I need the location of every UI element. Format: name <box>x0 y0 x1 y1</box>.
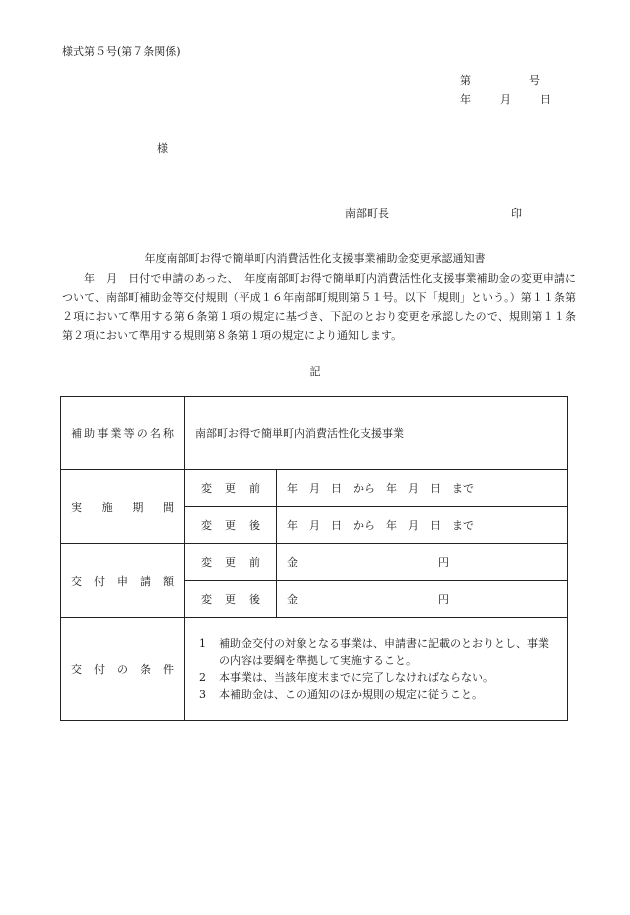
project-name-row <box>61 397 568 470</box>
document-title: 年度南部町お得で簡単町内消費活性化支援事業補助金変更承認通知書 <box>144 252 486 265</box>
approval-details-table <box>60 396 568 721</box>
addressee: 様 <box>157 142 168 155</box>
issue-number-suffix: 号 <box>529 74 540 87</box>
issue-date-day: 日 <box>540 93 551 106</box>
issue-date-year: 年 <box>460 93 471 106</box>
amount-after-prefix: 金 <box>287 593 298 606</box>
amount-label: 交付申請額 <box>61 544 185 618</box>
condition-item <box>199 686 555 703</box>
amount-before-value <box>277 544 568 581</box>
period-before-label: 変更前 <box>185 470 277 507</box>
period-after-value: 年 月 日 から 年 月 日 まで <box>277 507 568 544</box>
ki-heading: 記 <box>309 365 321 378</box>
conditions-value <box>185 618 568 721</box>
period-before-value: 年 月 日 から 年 月 日 まで <box>277 470 568 507</box>
form-number: 様式第５号(第７条関係) <box>62 45 181 58</box>
condition-number: 2 <box>199 671 206 684</box>
issuer-name: 南部町長 <box>345 207 389 220</box>
condition-number: 3 <box>199 688 206 701</box>
amount-before-row <box>61 544 568 581</box>
condition-text: 本事業は、当該年度末までに完了しなければならない。 <box>219 671 494 684</box>
condition-number: 1 <box>199 637 206 650</box>
amount-before-suffix: 円 <box>438 556 449 569</box>
conditions-row <box>61 618 568 721</box>
issue-number-prefix: 第 <box>460 74 471 87</box>
conditions-label: 交付の条件 <box>61 618 185 721</box>
condition-item <box>199 669 555 686</box>
issue-date <box>460 91 551 107</box>
issue-date-month: 月 <box>500 93 511 106</box>
amount-before-label: 変更前 <box>185 544 277 581</box>
issue-number <box>460 72 540 88</box>
condition-text: 補助金交付の対象となる事業は、申請書に記載のとおりとし、事業の内容は要綱を準拠して実施すること。 <box>219 637 549 667</box>
amount-before-prefix: 金 <box>287 556 298 569</box>
project-name-label: 補助事業等の名称 <box>61 397 185 470</box>
amount-after-label: 変更後 <box>185 581 277 618</box>
condition-text: 本補助金は、この通知のほか規則の規定に従うこと。 <box>219 688 483 701</box>
period-before-row <box>61 470 568 507</box>
period-label: 実施期間 <box>61 470 185 544</box>
period-after-label: 変更後 <box>185 507 277 544</box>
notice-body: 年 月 日付で申請のあった、 年度南部町お得で簡単町内消費活性化支援事業補助金の変更申請について、南部町補助金等交付規則（平成１６年南部町規則第５１号。以下「規則」という。）第１１条第２項において準用する第６条第１項の規定に基づき、下記のとおり変更を承認したので、規則第１１条第２項において準用する規則第８条第１項の規定により通知します。 <box>62 272 576 342</box>
condition-item <box>199 635 555 669</box>
amount-after-value <box>277 581 568 618</box>
seal-mark: 印 <box>511 207 522 220</box>
conditions-list <box>199 635 555 703</box>
project-name-value: 南部町お得で簡単町内消費活性化支援事業 <box>185 397 568 470</box>
amount-after-suffix: 円 <box>438 593 449 606</box>
